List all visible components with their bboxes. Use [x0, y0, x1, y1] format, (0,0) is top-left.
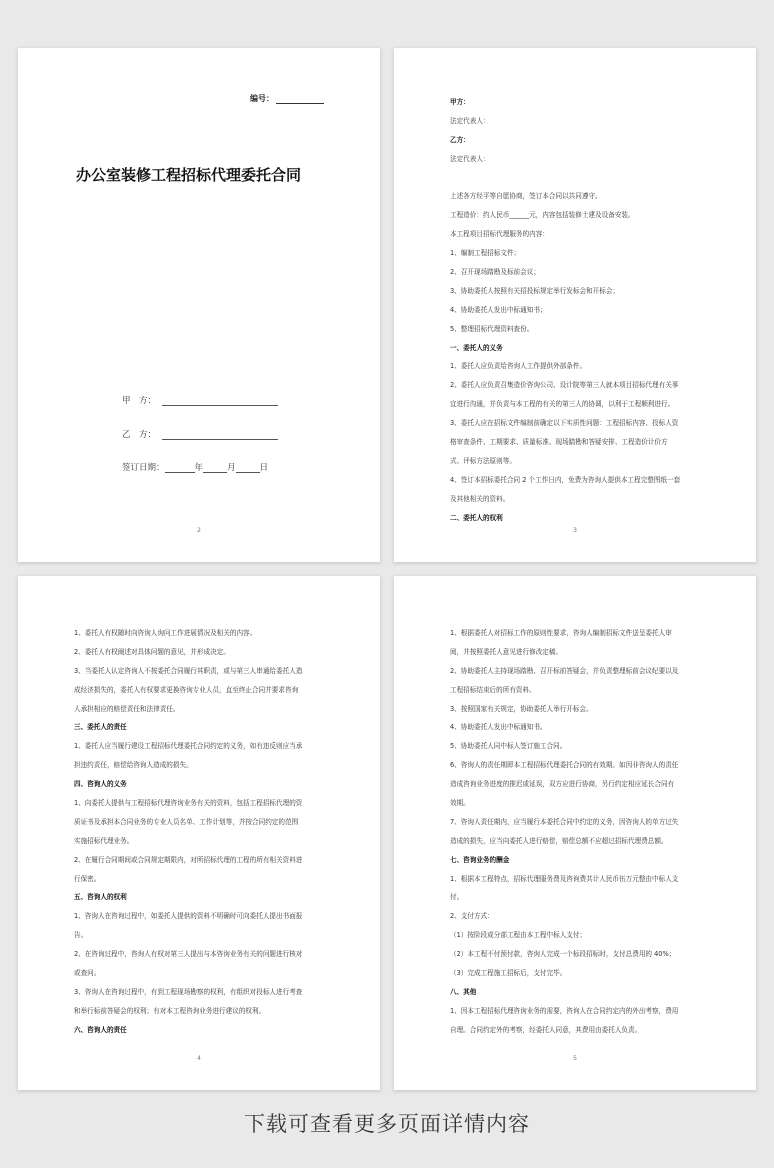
day-blank — [236, 463, 260, 473]
text-line: 1、编制工程招标文件； — [450, 249, 521, 258]
text-line: 人承担相应的赔偿责任和法律责任。 — [74, 704, 180, 713]
signing-date-row — [122, 461, 268, 473]
text-line: 1、向委托人提供与工程招标代理咨询业务有关的资料，包括工程招标代理的资 — [74, 799, 303, 808]
text-line: 4、协助委托人发出中标通知书； — [450, 305, 547, 314]
text-line: 格审查条件、工期要求、质量标准、现场踏勘和答疑安排、工程造价计价方 — [450, 438, 668, 447]
text-line: （2）本工程不付预付款，咨询人完成一个标段招标时，支付总费用的 40%； — [450, 950, 676, 959]
page-body — [450, 624, 710, 1040]
year-label: 年 — [194, 463, 204, 473]
text-line: 1、根据本工程特点，招标代理服务费及咨询费共计人民币伍万元整由中标人支 — [450, 874, 679, 883]
text-line: 3、协助委托人按照有关招投标规定举行发标会和开标会； — [450, 286, 620, 295]
party-b-label: 乙 方： — [122, 430, 157, 440]
section-heading: 五、咨询人的权利 — [74, 893, 127, 902]
page-cover — [18, 48, 380, 562]
text-line: 1、因本工程招标代理咨询业务的需要，咨询人在合同约定内的外出考察，费用 — [450, 1006, 679, 1015]
day-label: 日 — [259, 463, 269, 473]
text-line: 担违约责任，赔偿给咨询人造成的损失。 — [74, 761, 193, 770]
page-number: 2 — [197, 527, 201, 534]
text-line: 2、委托人应负责召集造价咨询公司、设计院等第三人就本项目招标代理有关事 — [450, 381, 679, 390]
section-heading: 四、咨询人的义务 — [74, 780, 127, 789]
contract-number — [250, 93, 324, 104]
text-line: （3）完成工程施工招标后，支付完毕。 — [450, 969, 567, 978]
party-b-row — [122, 428, 278, 440]
page-3 — [394, 48, 756, 562]
text-line: 付。 — [450, 893, 464, 902]
text-line: 质证书及承担本合同业务的专业人员名单、工作计划等，并按合同约定的范围 — [74, 817, 299, 826]
text-line: 工程造价：约人民币______元，内容包括装修土建及设备安装。 — [450, 211, 635, 220]
text-line: 1、委托人应负责给咨询人工作提供外部条件。 — [450, 362, 587, 371]
party-a-blank — [162, 396, 278, 406]
text-line: 1、咨询人在咨询过程中，如委托人提供的资料不明确时可向委托人提出书面报 — [74, 912, 303, 921]
text-line: 效期。 — [450, 799, 470, 808]
text-line: 3、当委托人认定咨询人不按委托合同履行其职责，或与第三人串通给委托人造 — [74, 666, 303, 675]
month-label: 月 — [227, 463, 236, 473]
party-b-blank — [162, 430, 278, 440]
text-line: 及其他相关的资料。 — [450, 494, 510, 503]
text-line: 4、协助委托人发出中标通知书。 — [450, 723, 547, 732]
text-line: 成经济损失的，委托人有权要求更换咨询专业人员，直至终止合同并要求咨询 — [74, 685, 299, 694]
text-line: 式、评标方法原则等。 — [450, 456, 516, 465]
text-line: 造成的损失，应当向委托人进行赔偿，赔偿总额不应超过招标代理费总额。 — [450, 836, 668, 845]
text-line: 5、整理招标代理资料查份。 — [450, 324, 534, 333]
section-heading: 六、咨询人的责任 — [74, 1025, 127, 1034]
download-more-caption: 下载可查看更多页面详情内容 — [244, 1112, 530, 1136]
page-number: 3 — [573, 527, 577, 534]
text-line: （1）按阶段或分部工程由本工程中标人支付； — [450, 931, 587, 940]
text-line: 1、根据委托人对招标工作的原则性要求，咨询人编制招标文件送呈委托人审 — [450, 629, 672, 637]
text-line: 上述各方经平等自愿协商，签订本合同以共同遵守。 — [450, 192, 602, 201]
section-heading: 八、其他 — [450, 987, 477, 996]
page-number: 4 — [197, 1055, 201, 1062]
text-line: 行保密。 — [74, 874, 101, 883]
text-line: 2、支付方式： — [450, 912, 494, 921]
text-line: 自理。合同约定外的考察，经委托人同意，其费用由委托人负责。 — [450, 1025, 642, 1034]
text-line: 4、签订本招标委托合同 2 个工作日内，免费为咨询人提供本工程完整图纸一套 — [450, 475, 681, 484]
text-line: 宜进行沟通，并负责与本工程的有关的第三人的协调，以利于工程顺利进行。 — [450, 400, 675, 409]
section-heading: 甲方： — [450, 98, 470, 106]
page-4 — [18, 576, 380, 1090]
text-line: 2、在履行合同期间或合同规定期限内，对所招标代理的工程的所有相关资料进 — [74, 855, 303, 864]
text-line: 工程招标结束后的所有资料。 — [450, 685, 536, 694]
section-heading: 七、咨询业务的酬金 — [450, 855, 510, 864]
text-line: 或查问。 — [74, 969, 101, 978]
section-heading: 二、委托人的权利 — [450, 513, 503, 522]
text-line: 法定代表人： — [450, 116, 490, 125]
contract-title: 办公室装修工程招标代理委托合同 — [76, 166, 302, 184]
text-line: 法定代表人： — [450, 154, 490, 163]
text-line: 5、协助委托人同中标人签订施工合同。 — [450, 742, 567, 751]
text-line: 2、在咨询过程中，咨询人有权对第三人提出与本咨询业务有关的问题进行核对 — [74, 950, 303, 959]
text-line — [450, 169, 710, 188]
text-line: 1、委托人应当履行建设工程招标代理委托合同约定的义务，如有违反则应当承 — [74, 742, 303, 751]
text-line: 3、委托人应在招标文件编制前确定以下实质性问题：工程招标内容、投标人资 — [450, 419, 679, 428]
page-body — [450, 93, 710, 527]
text-line: 3、咨询人在咨询过程中，有到工程现场勘察的权利，有组织对投标人进行考查 — [74, 987, 303, 996]
text-line: 1、委托人有权随时向咨询人询问工作进展情况及相关的内容。 — [74, 629, 257, 637]
month-blank — [203, 463, 227, 473]
text-line: 3、按照国家有关规定，协助委托人举行开标会。 — [450, 704, 593, 713]
year-blank — [165, 463, 195, 473]
party-a-label: 甲 方： — [122, 396, 157, 406]
party-a-row — [122, 394, 278, 406]
text-line: 2、召开现场踏勘及标前会议； — [450, 268, 540, 277]
contract-number-label: 编号： — [250, 94, 274, 103]
text-line: 本工程项目招标代理服务的内容： — [450, 230, 549, 239]
signing-date-label: 签订日期： — [122, 463, 165, 473]
section-heading: 一、委托人的义务 — [450, 343, 503, 352]
page-5 — [394, 576, 756, 1090]
text-line: 2、委托人有权阐述对具体问题的意见，并形成决定。 — [74, 647, 230, 656]
text-line: 实施招标代理业务。 — [74, 836, 134, 845]
text-line: 7、咨询人责任期内，应当履行本委托合同中约定的义务，因咨询人的单方过失 — [450, 817, 679, 826]
text-line: 造成咨询业务进度的推迟或延误，双方应进行协商，另行约定相应延长合同有 — [450, 780, 675, 789]
page-number: 5 — [573, 1055, 577, 1062]
text-line: 2、协助委托人主持现场踏勘、召开标前答疑会，并负责整理标前会议纪要以及 — [450, 666, 679, 675]
section-heading: 三、委托人的责任 — [74, 723, 127, 732]
text-line: 告。 — [74, 931, 88, 940]
text-line: 6、咨询人的责任期即本工程招标代理委托合同的有效期。如因非咨询人的责任 — [450, 761, 679, 770]
section-heading: 乙方： — [450, 135, 470, 144]
page-body — [74, 624, 334, 1040]
text-line: 和举行标前答疑会的权利；有对本工程咨询业务进行建议的权利。 — [74, 1006, 266, 1015]
text-line: 阅，并按照委托人意见进行修改定稿。 — [450, 647, 563, 656]
contract-number-blank — [276, 95, 324, 104]
